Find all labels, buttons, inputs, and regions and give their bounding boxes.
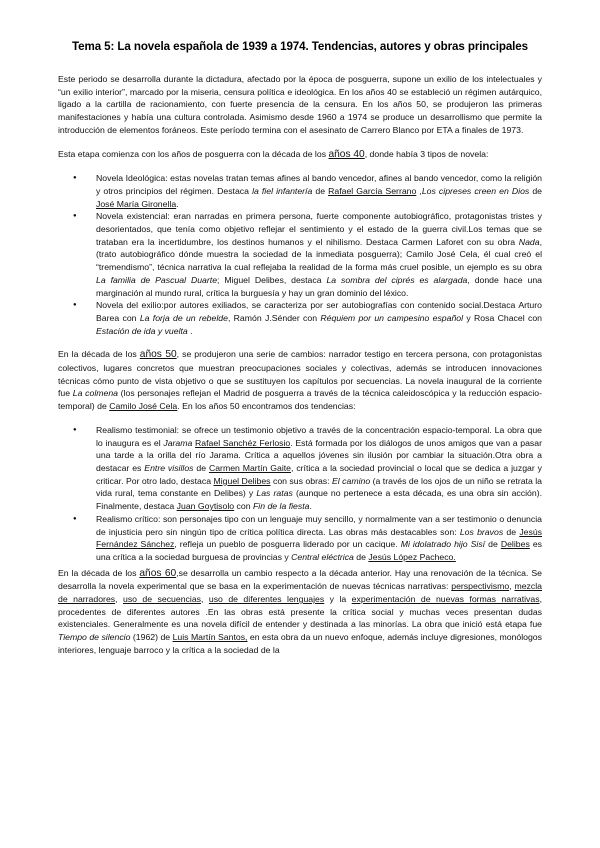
- text: con: [234, 501, 253, 512]
- author-link[interactable]: Camilo José Cela: [109, 401, 178, 412]
- work-title: Nada: [518, 236, 540, 247]
- text: (los personajes reflejan el Madrid de posguerra a través de la técnica caleidoscópica y la reducción espacio-temporal) de: [58, 388, 542, 412]
- text: ,: [416, 185, 422, 196]
- work-title: Estación de ida y vuelta: [96, 325, 188, 336]
- work-title: La sombra del ciprés es alargada: [326, 274, 468, 285]
- page-title: Tema 5: La novela española de 1939 a 1974. Tendencias, autores y obras principales: [72, 40, 528, 53]
- text: , (trato autobiográfico dónde muestra la sociedad de la inmediata posguerra); Camilo José Cela, él cual creó el “tremendismo”, técnica narrativa la cual reflejaba la realidad de la forma más cruel posible, un ejemplo es su obra: [96, 236, 542, 273]
- text: de: [529, 185, 543, 196]
- author-link[interactable]: Carmen Martín Gaite: [208, 462, 292, 473]
- list-item-realismo-testimonial: [96, 424, 542, 513]
- text: es una crítica a la sociedad burguesa de provincias y: [96, 539, 543, 562]
- text: ,: [201, 594, 209, 605]
- list-item-realismo-critico: [96, 513, 542, 564]
- link-anos-60[interactable]: años 60: [139, 567, 177, 579]
- work-title: Los cipreses creen en Dios: [421, 185, 530, 196]
- work-title: La colmena: [72, 388, 118, 399]
- technique-keyword[interactable]: perspectivismo: [451, 581, 510, 592]
- work-title: Mi idolatrado hijo Sisí: [400, 539, 486, 550]
- work-title: Jarama: [163, 437, 193, 448]
- text: ,: [509, 581, 515, 592]
- text: , se produjeron una serie de cambios: narrador testigo en tercera persona, con protagonistas colectivos, lugares concretos que muestran preocupaciones sociales y colectivas, además se introducen innovaciones técnicas cómo punto de vista objetivo o que se sustituyen los capítulos por secuencias. La novela inaugural de la corriente fue: [58, 349, 542, 399]
- text: de: [353, 551, 369, 562]
- paragraph-60s: [58, 567, 542, 657]
- link-anos-40[interactable]: años 40: [328, 148, 365, 160]
- list-item-novela-ideologica: [96, 172, 542, 210]
- work-title: Tiempo de silencio: [58, 632, 131, 643]
- list-item-novela-exilio: [96, 299, 542, 337]
- work-title: La forja de un rebelde: [139, 312, 228, 323]
- technique-keyword[interactable]: mezcla de narradores: [58, 581, 543, 605]
- work-title: Los bravos: [459, 526, 504, 537]
- author-link[interactable]: Juan Goytisolo: [176, 501, 235, 512]
- paragraph-50s: [58, 348, 542, 413]
- work-title: Entre visillos: [144, 462, 194, 473]
- text: , procedentes de diferentes autores .En las obras está presente la crítica social y muchas veces presentan dudas existenciales. Generalmente es una novela difícil de entender y destinada a las minorías. La obra que inició está etapa fue: [58, 594, 542, 630]
- text: , donde había 3 tipos de novela:: [364, 148, 489, 159]
- tendencies-50s-list: [58, 424, 542, 564]
- text: de: [193, 462, 209, 473]
- text: Realismo testimonial: se ofrece un testimonio objetivo a través de la concentración espacio-temporal. La obra que lo inaugura es el: [96, 424, 542, 448]
- author-link[interactable]: Jesús Fernández Sánchez: [96, 526, 543, 550]
- text: (a través de los ojos de un niño se retrata la vida rural, tema constante en Delibes) y: [96, 475, 542, 499]
- text: En la década de los: [58, 567, 140, 578]
- author-link[interactable]: José María Gironella: [96, 198, 177, 209]
- paragraph-40s: [58, 148, 542, 162]
- text: y la: [324, 594, 352, 605]
- text: Esta etapa comienza con los años de posguerra con la década de los: [58, 148, 329, 159]
- author-link[interactable]: Delibes: [500, 539, 530, 550]
- work-title: la fiel infantería: [252, 185, 313, 196]
- text: ,: [115, 594, 123, 605]
- text: , refleja un pueblo de posguerra liderado por un cacique.: [174, 539, 401, 550]
- author-link[interactable]: Luis Martín Santos,: [172, 632, 248, 643]
- text: de: [485, 539, 501, 550]
- text: de: [503, 526, 520, 537]
- text: (aunque no pertenece a esta década, es una obra sin acción). Finalmente, destaca: [96, 488, 543, 512]
- text: en esta obra da un nuevo enfoque, además incluye digresiones, monólogos interiores, lenguaje barroco y la crítica a la sociedad de la: [58, 632, 542, 655]
- work-title: Réquiem por un campesino español: [320, 312, 464, 323]
- text: de: [312, 185, 329, 196]
- author-link[interactable]: Rafael Sanchéz Ferlosio: [195, 437, 291, 448]
- text: .: [176, 198, 179, 209]
- author-link[interactable]: Rafael García Serrano: [328, 185, 417, 196]
- work-title: Central eléctrica: [291, 551, 354, 562]
- text: Novela existencial: eran narradas en primera persona, fuerte componente autobiográfico, protagonistas tristes y desorientados, que tenía como objetivo reflejar el sentimiento y el estado de la guerra civil.Los temas que se trataban era la incertidumbre, los destinos humanos y el nihilismo. Destaca Carmen Laforet con su obra: [96, 211, 542, 247]
- text: .: [309, 501, 312, 512]
- text: , donde hace una marginación al mundo rural, crítica la burguesía y hay un gran dominio del léxico.: [96, 274, 542, 298]
- link-anos-50[interactable]: años 50: [139, 349, 177, 361]
- technique-keyword[interactable]: experimentación de nuevas formas narrativas: [351, 594, 540, 605]
- text: ,se desarrolla un cambio respecto a la década anterior. Hay una renovación de la técnica. Se desarrolla la novela experimental que se basa en la experimentación de nuevas técnicas narrativas:: [58, 567, 542, 592]
- technique-keyword[interactable]: uso de secuencias: [122, 594, 202, 605]
- work-title: La familia de Pascual Duarte: [96, 274, 218, 285]
- text: . En los años 50 encontramos dos tendencias:: [177, 401, 356, 412]
- text: con sus obras:: [270, 475, 332, 486]
- text: Realismo crítico: son personajes tipo con un lenguaje muy sencillo, y normalmente van a ser testimonio o denuncia de injusticia pero sin ningún tipo de crítica política directa. Las obras más destacables son:: [96, 513, 542, 537]
- text: ; Miguel Delibes, destaca: [217, 274, 327, 285]
- intro-paragraph: Este periodo se desarrolla durante la dictadura, afectado por la época de posguerra, supone un exilio de los intelectuales y “un exilio interior”, marcado por la miseria, censura política e ideológica. En los años 40 se estableció un régimen autárquico, ligado a la cartilla de racionamiento, con fuerte presencia de la censura. En los años 50, se produjeron las primeras manifestaciones y había una cultura controlada. Asimismo desde 1960 a 1974 se produce un desarrollismo que permite la introducción de elementos foráneos. Este período termina con el asesinato de Carrero Blanco por ETA a finales de 1973.: [58, 74, 542, 135]
- author-link[interactable]: Miguel Delibes: [213, 475, 271, 486]
- text: Novela del exilio:por autores exiliados, se caracteriza por ser autobiografías con contenido social.Destaca Arturo Barea con: [96, 300, 542, 323]
- text: , Ramón J.Sénder con: [227, 312, 321, 323]
- text: (1962) de: [130, 632, 173, 643]
- work-title: Las ratas: [256, 488, 293, 499]
- text: Novela Ideológica: estas novelas tratan temas afines al bando vencedor, afines al bando vencedor, como la religión y otros principios del régimen. Destaca: [96, 173, 542, 196]
- novel-types-40s-list: [58, 172, 542, 337]
- text: , crítica a la sociedad provincial o local que se dedica a juzgar y criticar. Por otro lado, destaca: [96, 462, 542, 486]
- technique-keyword[interactable]: uso de diferentes lenguajes: [208, 594, 325, 605]
- text: .: [187, 325, 193, 336]
- text: . Está formada por los diálogos de unos amigos que van a pasar una tarde a la orilla del río Jarama. Crítica a aquellos jóvenes sin ilusión por cambiar la situación.Otra obra a destacar es: [96, 437, 542, 473]
- list-item-novela-existencial: [96, 210, 542, 299]
- work-title: Fin de la fiesta: [252, 501, 310, 512]
- work-title: El camino: [332, 475, 371, 486]
- text: En la década de los: [58, 349, 140, 360]
- text: y Rosa Chacel con: [463, 312, 542, 323]
- author-link[interactable]: Jesús López Pacheco.: [368, 551, 456, 562]
